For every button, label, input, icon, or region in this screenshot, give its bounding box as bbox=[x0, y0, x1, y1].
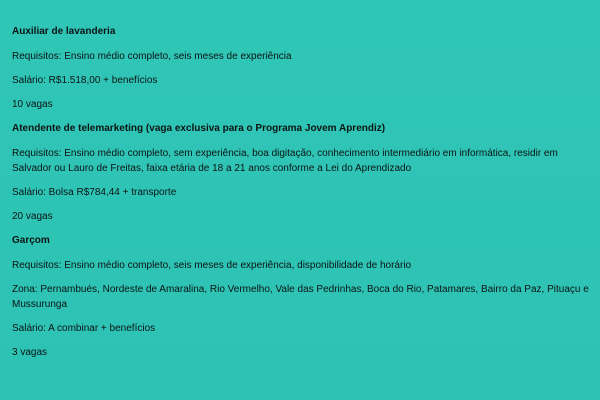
job-vacancies: 3 vagas bbox=[12, 347, 48, 358]
job-salary: Salário: Bolsa R$784,44 + transporte bbox=[12, 187, 177, 198]
job-salary: Salário: R$1.518,00 + benefícios bbox=[12, 75, 158, 86]
job-title: Atendente de telemarketing (vaga exclusiva para o Programa Jovem Aprendiz) bbox=[12, 123, 386, 134]
job-posting-telemarketing bbox=[12, 121, 592, 224]
job-title: Auxiliar de lavanderia bbox=[12, 26, 116, 37]
job-requirements: Requisitos: Ensino médio completo, seis meses de experiência bbox=[12, 51, 292, 62]
job-salary: Salário: A combinar + benefícios bbox=[12, 323, 156, 334]
job-list bbox=[12, 24, 592, 369]
job-vacancies: 10 vagas bbox=[12, 99, 53, 110]
job-zone: Zona: Pernambués, Nordeste de Amaralina, Rio Vermelho, Vale das Pedrinhas, Boca do Rio, Patamares, Bairro da Paz, Pituaçu e Mussurunga bbox=[12, 284, 589, 310]
job-vacancies: 20 vagas bbox=[12, 211, 53, 222]
job-requirements: Requisitos: Ensino médio completo, sem experiência, boa digitação, conhecimento intermediário em informática, residir em Salvador ou Lauro de Freitas, faixa etária de 18 a 21 anos conforme a Lei do Aprendizado bbox=[12, 148, 558, 174]
job-requirements: Requisitos: Ensino médio completo, seis meses de experiência, disponibilidade de horário bbox=[12, 260, 412, 271]
job-title: Garçom bbox=[12, 235, 50, 246]
job-posting-laundry-assistant bbox=[12, 24, 592, 112]
job-posting-waiter bbox=[12, 233, 592, 360]
